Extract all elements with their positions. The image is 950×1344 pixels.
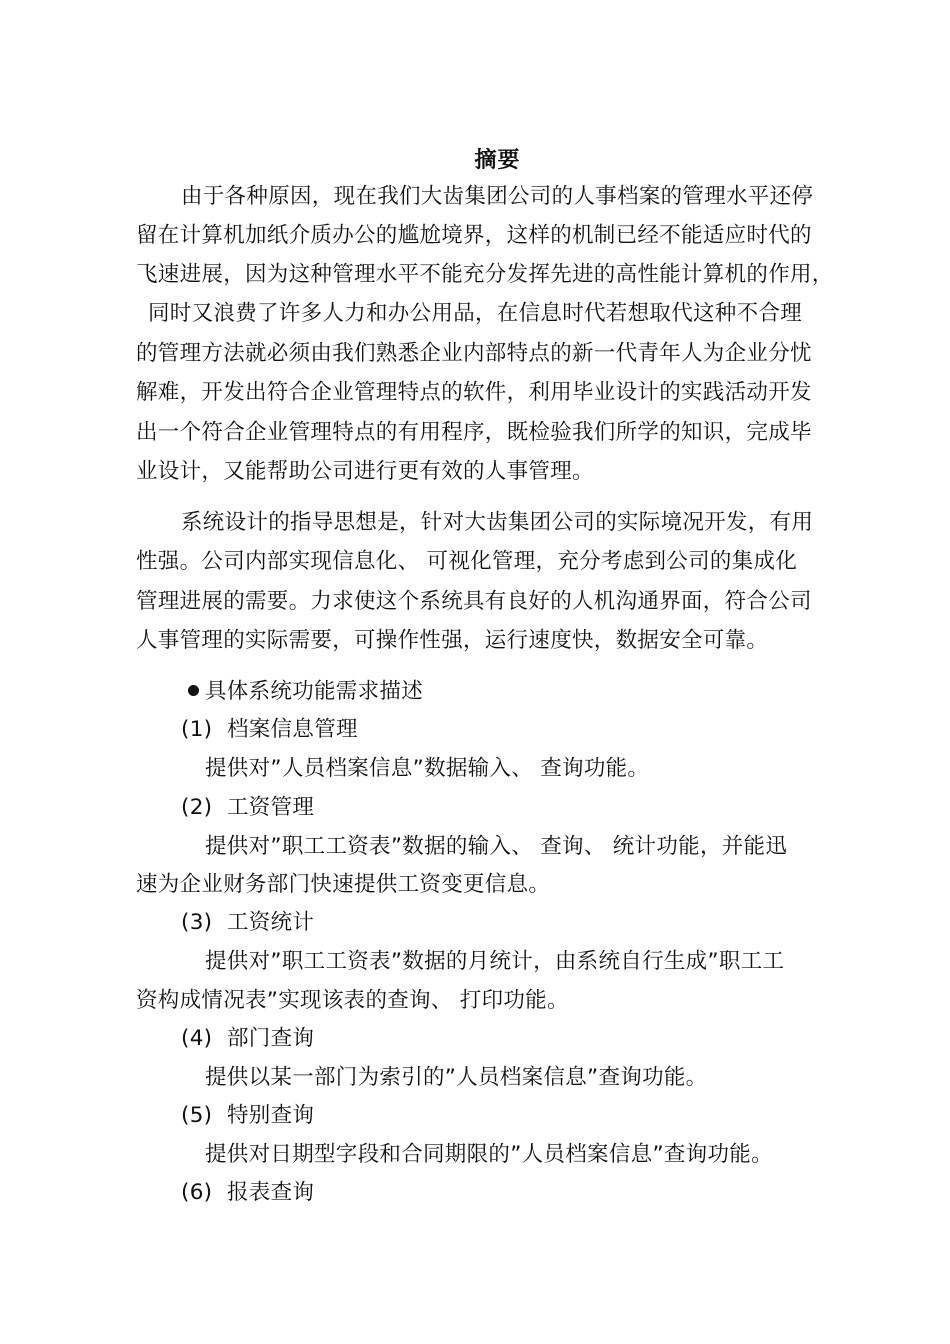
- requirement-item-desc: 资构成情况表”实现该表的查询、 打印功能。: [136, 988, 569, 1013]
- requirement-item-title: [181, 715, 358, 745]
- item-number: (2): [181, 795, 213, 820]
- requirements-heading-text: 具体系统功能需求描述: [205, 679, 424, 704]
- item-title-text: 部门查询: [227, 1026, 315, 1051]
- requirement-item-title: [181, 1024, 314, 1054]
- requirement-item-title: [181, 908, 314, 938]
- requirement-item-title: [181, 793, 314, 823]
- item-number: (3): [181, 910, 213, 935]
- requirement-item-desc: 提供对”职工工资表”数据的输入、 查询、 统计功能，并能迅: [205, 834, 788, 859]
- requirement-item-desc: 提供对”人员档案信息”数据输入、 查询功能。: [205, 756, 650, 781]
- paragraph-1-line: 业设计，又能帮助公司进行更有效的人事管理。: [136, 459, 594, 484]
- item-title-text: 工资管理: [227, 795, 315, 820]
- requirement-item-desc: 速为企业财务部门快速提供工资变更信息。: [136, 872, 551, 897]
- item-number: (5): [181, 1103, 213, 1128]
- item-number: (4): [181, 1026, 213, 1051]
- abstract-title: 摘要: [474, 148, 521, 173]
- paragraph-1-line: 的管理方法就必须由我们熟悉企业内部特点的新一代青年人为企业分忧: [136, 341, 812, 366]
- paragraph-1-line: 留在计算机加纸介质办公的尴尬境界，这样的机制已经不能适应时代的: [136, 223, 812, 248]
- requirements-heading: [188, 677, 423, 707]
- requirement-item-desc: 提供对日期型字段和合同期限的”人员档案信息”查询功能。: [205, 1142, 773, 1167]
- item-title-text: 档案信息管理: [227, 717, 358, 742]
- paragraph-1-line: 飞速进展，因为这种管理水平不能充分发挥先进的高性能计算机的作用，: [136, 262, 834, 287]
- requirement-item-title: [181, 1101, 314, 1131]
- requirement-item-desc: 提供对”职工工资表”数据的月统计，由系统自行生成”职工工: [205, 949, 785, 974]
- item-number: (6): [181, 1180, 213, 1205]
- paragraph-1-line: 解难，开发出符合企业管理特点的软件，利用毕业设计的实践活动开发: [136, 380, 812, 405]
- paragraph-2-line: 系统设计的指导思想是，针对大齿集团公司的实际境况开发，有用: [181, 510, 814, 535]
- paragraph-2-line: 管理进展的需要。力求使这个系统具有良好的人机沟通界面，符合公司: [136, 589, 812, 614]
- paragraph-2-line: 人事管理的实际需要，可操作性强，运行速度快，数据安全可靠。: [136, 628, 769, 653]
- item-title-text: 报表查询: [227, 1180, 315, 1205]
- item-title-text: 特别查询: [227, 1103, 315, 1128]
- requirement-item-desc: 提供以某一部门为索引的”人员档案信息”查询功能。: [205, 1065, 708, 1090]
- requirement-item-title: [181, 1178, 314, 1208]
- item-number: (1): [181, 717, 213, 742]
- paragraph-2-line: 性强。公司内部实现信息化、 可视化管理，充分考虑到公司的集成化: [136, 549, 798, 574]
- paragraph-1-line: 由于各种原因，现在我们大齿集团公司的人事档案的管理水平还停: [181, 184, 814, 209]
- bullet-icon: [188, 685, 199, 696]
- item-title-text: 工资统计: [227, 910, 315, 935]
- paragraph-1-line: 同时又浪费了许多人力和办公用品，在信息时代若想取代这种不合理: [148, 301, 803, 326]
- paragraph-1-line: 出一个符合企业管理特点的有用程序，既检验我们所学的知识，完成毕: [136, 420, 812, 445]
